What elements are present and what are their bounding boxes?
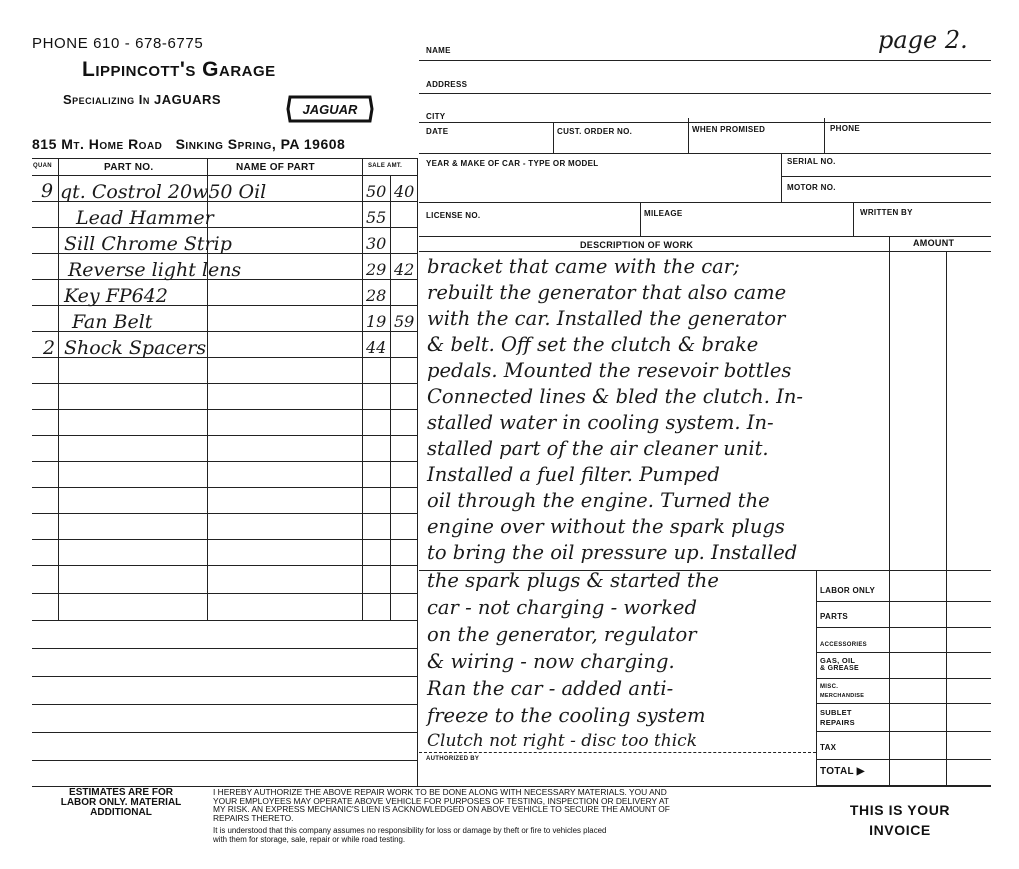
part-row-5-text: Key FP642 xyxy=(64,285,168,307)
misc-label: MISC. xyxy=(820,684,839,690)
work-line-15: on the generator, regulator xyxy=(427,623,697,646)
labor-only-label: LABOR ONLY xyxy=(820,586,876,595)
jaguar-logo xyxy=(286,95,374,123)
business-address: 815 Mt. Home Road Sinking Spring, PA 19608 xyxy=(32,136,346,152)
serial-no-label: SERIAL NO. xyxy=(787,157,836,166)
work-line-7: stalled water in cooling system. In- xyxy=(427,411,774,434)
work-line-10: oil through the engine. Turned the xyxy=(427,489,770,512)
part-row-4-cents: 42 xyxy=(394,260,415,279)
work-line-12: to bring the oil pressure up. Installed xyxy=(427,541,798,564)
cust-order-label: CUST. ORDER NO. xyxy=(557,127,633,136)
gas-oil-label: GAS, OIL xyxy=(820,656,856,665)
part-no-header: PART NO. xyxy=(104,162,154,173)
invoice-line-2: INVOICE xyxy=(869,822,931,838)
authorization-text xyxy=(213,788,670,822)
work-line-8: stalled part of the air cleaner unit. xyxy=(427,437,769,460)
auth-line-2: YOUR EMPLOYEES MAY OPERATE ABOVE VEHICLE FOR PURPOSES OF TESTING, INSPECTION OR DELIVERY AT xyxy=(213,795,669,806)
business-name: Lippincott's Garage xyxy=(82,58,276,81)
part-row-7-dollars: 44 xyxy=(366,338,387,357)
work-line-18: freeze to the cooling system xyxy=(427,704,706,727)
written-by-label: WRITTEN BY xyxy=(860,208,913,217)
page-note: page 2. xyxy=(878,26,968,54)
grease-label: & GREASE xyxy=(820,665,859,672)
auth-line-3: MY RISK. AN EXPRESS MECHANIC'S LIEN IS ACKNOWLEDGED ON ABOVE VEHICLE TO SECURE THE AMOUNT OF xyxy=(213,804,670,815)
city-label: CITY xyxy=(426,112,446,121)
merchandise-label: MERCHANDISE xyxy=(820,693,865,699)
work-line-17: Ran the car - added anti- xyxy=(427,677,674,700)
name-label: NAME xyxy=(426,46,451,55)
date-label: DATE xyxy=(426,127,449,136)
phone-label: PHONE xyxy=(830,124,860,133)
work-line-19: Clutch not right - disc too thick xyxy=(427,731,698,751)
sublet-label: SUBLET xyxy=(820,708,852,717)
work-line-11: engine over without the spark plugs xyxy=(427,515,785,538)
estimates-note xyxy=(36,788,206,818)
work-line-3: with the car. Installed the generator xyxy=(427,307,786,330)
invoice-line-1: THIS IS YOUR xyxy=(849,802,951,818)
work-line-9: Installed a fuel filter. Pumped xyxy=(427,463,720,486)
address-label: ADDRESS xyxy=(426,80,468,89)
repairs-label: REPAIRS xyxy=(820,718,855,727)
part-row-2-text: Lead Hammer xyxy=(76,207,214,229)
work-line-6: Connected lines & bled the clutch. In- xyxy=(427,385,803,408)
part-row-7-text: Shock Spacers xyxy=(64,337,207,359)
part-row-6-cents: 59 xyxy=(394,312,415,331)
amount-header: AMOUNT xyxy=(913,238,955,248)
accessories-label: ACCESSORIES xyxy=(820,642,867,648)
part-row-3-text: Sill Chrome Strip xyxy=(64,233,232,255)
invoice-notice xyxy=(830,800,970,840)
work-line-16: & wiring - now charging. xyxy=(427,650,675,673)
work-line-2: rebuilt the generator that also came xyxy=(427,281,787,304)
disclaimer-line-2: with them for storage, sale, repair or while road testing. xyxy=(213,835,406,844)
part-row-6-dollars: 19 xyxy=(366,312,387,331)
part-row-4-dollars: 29 xyxy=(366,260,387,279)
work-line-14: car - not charging - worked xyxy=(427,596,697,619)
part-row-5-dollars: 28 xyxy=(366,286,387,305)
disclaimer-text xyxy=(213,826,606,844)
when-promised-label: WHEN PROMISED xyxy=(692,125,766,134)
tax-label: TAX xyxy=(820,743,837,752)
part-row-4-text: Reverse light lens xyxy=(68,259,242,281)
part-row-1-text: qt. Costrol 20w50 Oil xyxy=(60,181,267,203)
work-line-4: & belt. Off set the clutch & brake xyxy=(427,333,759,356)
work-line-5: pedals. Mounted the resevoir bottles xyxy=(427,359,792,382)
year-make-label: YEAR & MAKE OF CAR - TYPE OR MODEL xyxy=(426,159,599,168)
total-label: TOTAL ▶ xyxy=(820,766,865,777)
svg-text:JAGUAR: JAGUAR xyxy=(302,102,358,117)
work-line-1: bracket that came with the car; xyxy=(427,255,740,278)
auth-line-1: I HEREBY AUTHORIZE THE ABOVE REPAIR WORK TO BE DONE ALONG WITH NECESSARY MATERIALS. YOU AND xyxy=(213,787,667,797)
mileage-label: MILEAGE xyxy=(644,209,683,218)
estimates-line-1: ESTIMATES ARE FOR xyxy=(69,787,173,798)
disclaimer-line-1: It is understood that this company assumes no responsibility for loss or damage by theft or fire to vehicles placed xyxy=(213,826,607,835)
part-row-2-dollars: 55 xyxy=(366,208,387,227)
name-of-part-header: NAME OF PART xyxy=(236,162,315,173)
part-row-1-cents: 40 xyxy=(394,182,415,201)
authorized-by-label: AUTHORIZED BY xyxy=(426,756,480,762)
quan-header: QUAN xyxy=(33,163,52,169)
part-row-6-text: Fan Belt xyxy=(72,311,153,333)
description-header: DESCRIPTION OF WORK xyxy=(580,240,694,250)
license-no-label: LICENSE NO. xyxy=(426,211,481,220)
part-row-3-dollars: 30 xyxy=(366,234,387,253)
estimates-line-2: LABOR ONLY. MATERIAL xyxy=(60,797,182,808)
work-line-13: the spark plugs & started the xyxy=(427,569,719,592)
part-row-1-quan: 9 xyxy=(41,180,54,202)
business-tagline: Specializing In JAGUARS xyxy=(63,92,222,107)
auth-line-4: REPAIRS THERETO. xyxy=(213,812,294,823)
parts-label: PARTS xyxy=(820,612,849,621)
phone-number: PHONE 610 - 678-6775 xyxy=(32,35,204,52)
estimates-line-3: ADDITIONAL xyxy=(90,807,152,818)
part-row-7-quan: 2 xyxy=(43,337,56,359)
part-row-1-dollars: 50 xyxy=(366,182,387,201)
motor-no-label: MOTOR NO. xyxy=(787,183,836,192)
sale-amt-header: SALE AMT. xyxy=(368,163,403,169)
